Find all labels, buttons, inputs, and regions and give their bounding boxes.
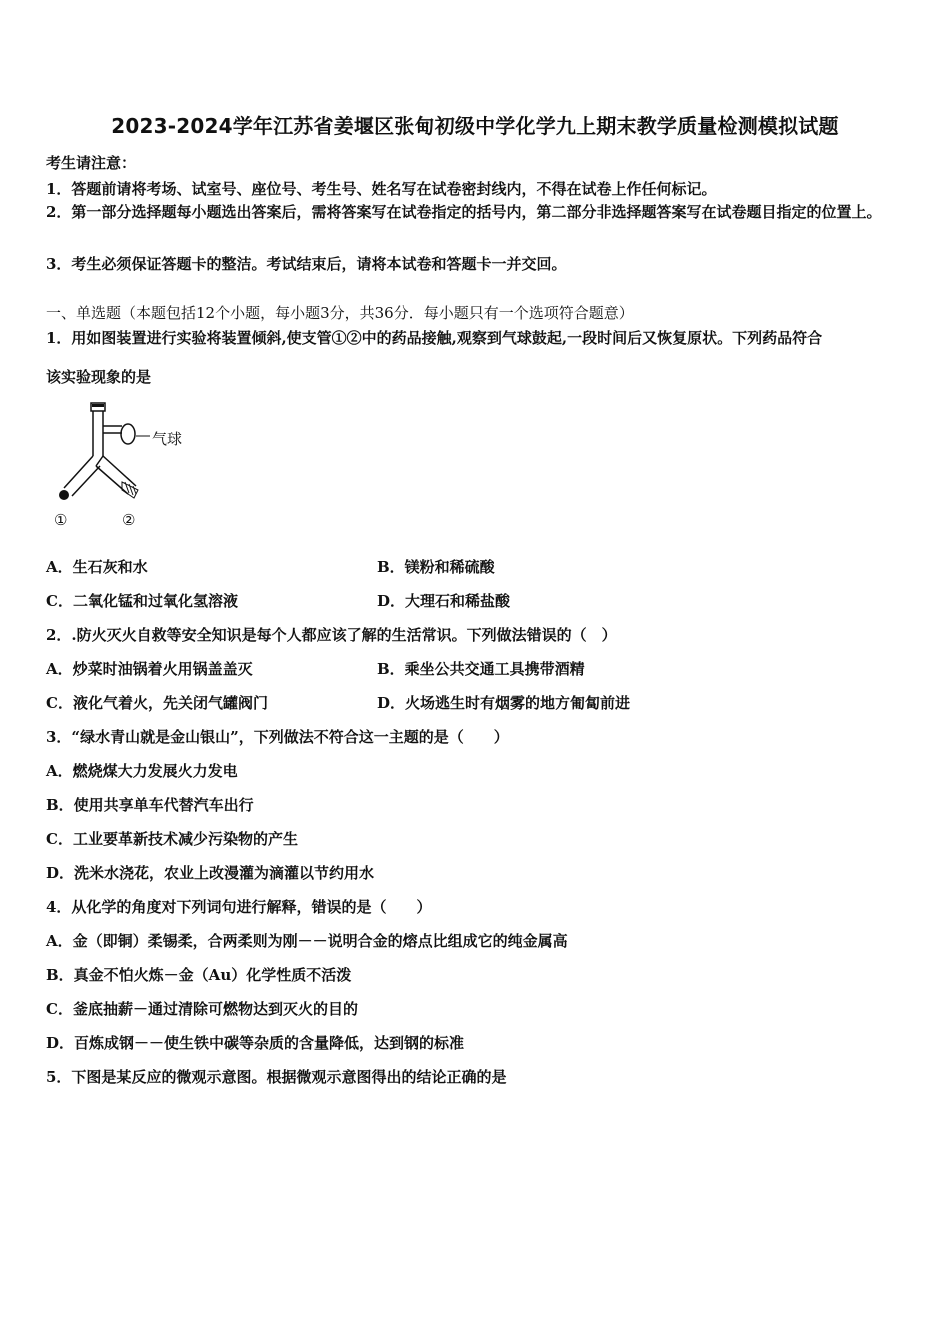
q2-stem: 2．.防火灭火自救等安全知识是每个人都应该了解的生活常识。下列做法错误的（ ）: [46, 626, 617, 644]
q2-option-b: B．乘坐公共交通工具携带酒精: [377, 660, 585, 678]
q5-stem: 5．下图是某反应的微观示意图。根据微观示意图得出的结论正确的是: [46, 1068, 507, 1086]
q4-option-b: B．真金不怕火炼－金（Au）化学性质不活泼: [46, 966, 352, 984]
notice-heading: 考生请注意：: [46, 154, 137, 172]
section-heading: 一、单选题（本题包括12个小题，每小题3分，共36分．每小题只有一个选项符合题意）: [46, 304, 634, 322]
q3-option-b: B．使用共享单车代替汽车出行: [46, 796, 254, 814]
tube2-label: ②: [122, 511, 136, 529]
q2-option-d: D．火场逃生时有烟雾的地方匍匐前进: [377, 694, 631, 712]
q1-option-d: D．大理石和稀盐酸: [377, 592, 511, 610]
q1-option-c: C．二氧化锰和过氧化氢溶液: [46, 592, 238, 610]
y-tube-apparatus-figure: [50, 398, 210, 533]
q2-option-c: C．液化气着火，先关闭气罐阀门: [46, 694, 268, 712]
q2-option-a: A．炒菜时油锅着火用锅盖盖灭: [46, 660, 253, 678]
tube1-solid-icon: [59, 490, 69, 500]
q1-stem-line1: 1．用如图装置进行实验将装置倾斜,使支管①②中的药品接触,观察到气球鼓起,一段时间后又恢复原状。下列药品符合: [46, 329, 823, 347]
tube1-label: ①: [54, 511, 68, 529]
q3-option-a: A．燃烧煤大力发展火力发电: [46, 762, 238, 780]
balloon-label: 气球: [152, 430, 183, 448]
q1-option-a: A．生石灰和水: [46, 558, 148, 576]
notice-item-3: 3．考生必须保证答题卡的整洁。考试结束后，请将本试卷和答题卡一并交回。: [46, 255, 567, 273]
q4-stem: 4．从化学的角度对下列词句进行解释，错误的是（ ）: [46, 898, 432, 916]
q4-option-a: A．金（即铜）柔锡柔，合两柔则为刚－－说明合金的熔点比组成它的纯金属高: [46, 932, 568, 950]
q3-option-d: D．洗米水浇花，农业上改漫灌为滴灌以节约用水: [46, 864, 375, 882]
q3-option-c: C．工业要革新技术减少污染物的产生: [46, 830, 298, 848]
q3-stem: 3．“绿水青山就是金山银山”，下列做法不符合这一主题的是（ ）: [46, 728, 509, 746]
q1-stem-line2: 该实验现象的是: [46, 368, 152, 386]
notice-item-2: 2．第一部分选择题每小题选出答案后，需将答案写在试卷指定的括号内，第二部分非选择题答案写在试卷题目指定的位置上。: [46, 203, 882, 221]
q4-option-c: C．釜底抽薪－通过清除可燃物达到灭火的目的: [46, 1000, 358, 1018]
notice-item-1: 1．答题前请将考场、试室号、座位号、考生号、姓名写在试卷密封线内，不得在试卷上作任何标记。: [46, 180, 717, 198]
q4-option-d: D．百炼成钢－－使生铁中碳等杂质的含量降低，达到钢的标准: [46, 1034, 465, 1052]
q1-option-b: B．镁粉和稀硫酸: [377, 558, 495, 576]
page-title: 2023-2024学年江苏省姜堰区张甸初级中学化学九上期末教学质量检测模拟试题: [111, 114, 839, 138]
